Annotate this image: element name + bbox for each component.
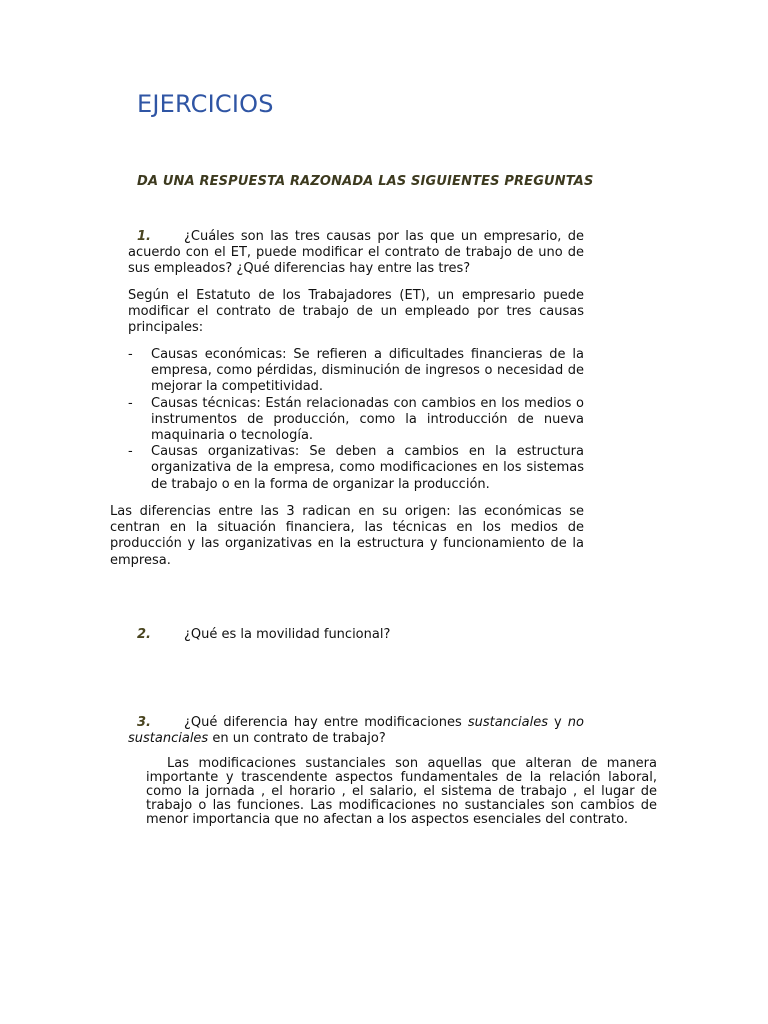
question-3-number: 3.	[137, 715, 151, 730]
bullet-dash: -	[128, 395, 133, 411]
page-subtitle: DA UNA RESPUESTA RAZONADA LAS SIGUIENTES PREGUNTAS	[137, 174, 594, 189]
bullet-dash: -	[128, 444, 133, 460]
question-1-answer-intro: Según el Estatuto de los Trabajadores (ET), un empresario puede modificar el contrato de trabajo de un empleado por tres causas principales:	[128, 288, 584, 336]
question-1-answer-conclusion: Las diferencias entre las 3 radican en su origen: las económicas se centran en la situación financiera, las técnicas en los medios de producción y las organizativas en la estructura y funcionamiento de la empresa.	[110, 504, 584, 568]
question-3-italic-no-sustanciales: no sustanciales	[128, 715, 584, 747]
question-2-text: ¿Qué es la movilidad funcional?	[184, 627, 391, 642]
bullet-dash: -	[128, 347, 133, 362]
question-3-text-after: en un contrato de trabajo?	[208, 731, 386, 747]
question-3-answer: Las modificaciones sustanciales son aquellas que alteran de manera importante y trascendente aspectos fundamentales de la relación laboral, como la jornada , el horario , el salario, el sistema de trabajo , el lugar de trabajo o las funciones. Las modificaciones no sustanciales son cambios de menor importancia que no afectan a los aspectos esenciales del contrato.	[146, 756, 657, 827]
question-3-text-middle: y	[548, 715, 568, 730]
page-title: EJERCICIOS	[137, 90, 274, 118]
bullet-item-organizativas	[128, 444, 584, 493]
question-3-text-before: ¿Qué diferencia hay entre modificaciones	[184, 715, 468, 730]
bullet-text: Causas económicas: Se refieren a dificultades financieras de la empresa, como pérdidas, disminución de ingresos o necesidad de mejorar la competitividad.	[151, 347, 584, 395]
question-2	[128, 627, 584, 643]
question-3-italic-sustanciales: sustanciales	[467, 715, 549, 730]
question-1-bullet-list	[128, 347, 584, 493]
question-1	[128, 229, 584, 278]
bullet-item-economicas	[128, 347, 584, 396]
question-2-number: 2.	[137, 627, 151, 642]
bullet-text: Causas organizativas: Se deben a cambios en la estructura organizativa de la empresa, como modificaciones en los sistemas de trabajo o en la forma de organizar la producción.	[151, 444, 584, 492]
question-1-number: 1.	[137, 229, 151, 244]
question-1-text: ¿Cuáles son las tres causas por las que un empresario, de acuerdo con el ET, puede modificar el contrato de trabajo de uno de sus empleados? ¿Qué diferencias hay entre las tres?	[128, 229, 584, 277]
bullet-item-tecnicas	[128, 396, 584, 445]
question-3	[128, 715, 584, 747]
bullet-text: Causas técnicas: Están relacionadas con cambios en los medios o instrumentos de producción, como la introducción de nueva maquinaria o tecnología.	[151, 395, 584, 444]
